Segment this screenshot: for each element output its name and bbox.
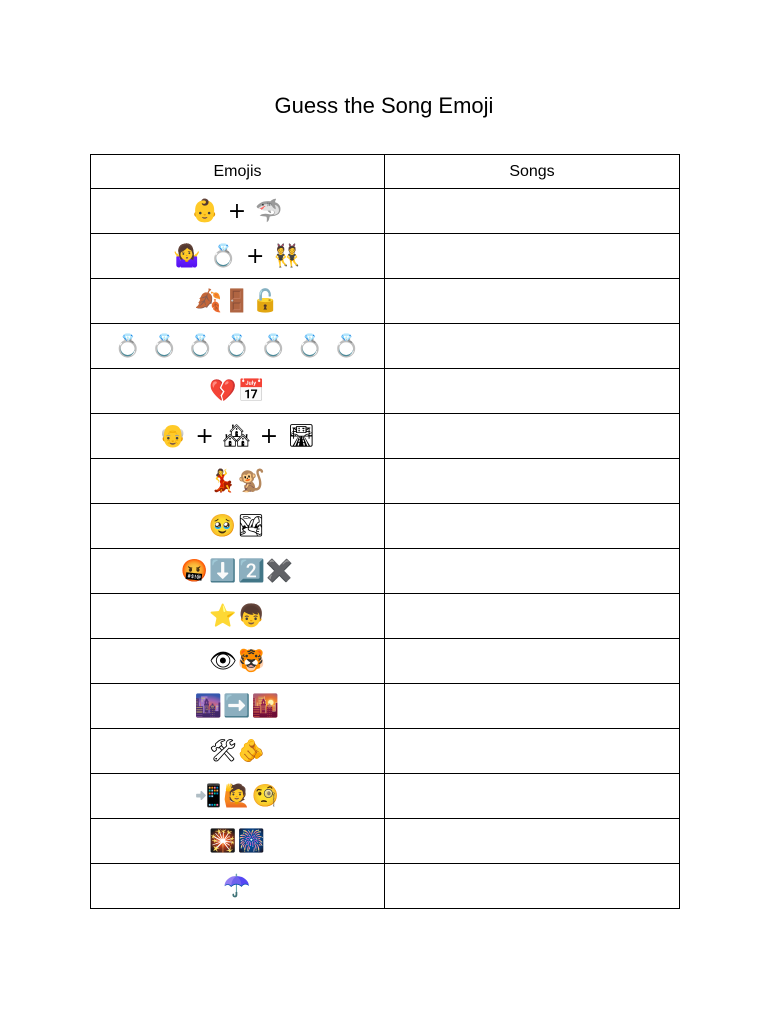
table-row — [91, 459, 680, 504]
emoji-cell: 🍂🚪🔓 — [91, 279, 385, 324]
table-row — [91, 549, 680, 594]
table-row — [91, 279, 680, 324]
table-header-row — [91, 155, 680, 189]
page-title: Guess the Song Emoji — [274, 93, 494, 118]
table-row — [91, 864, 680, 909]
table-row — [91, 234, 680, 279]
song-cell[interactable] — [385, 234, 680, 279]
table-row — [91, 729, 680, 774]
table-row — [91, 369, 680, 414]
table-row — [91, 684, 680, 729]
song-cell[interactable] — [385, 459, 680, 504]
emoji-cell: 🥹🏞 — [91, 504, 385, 549]
emoji-cell: 📲🙋🧐 — [91, 774, 385, 819]
emoji-cell: 🌆➡️🌇 — [91, 684, 385, 729]
emoji-cell: 👶 + 🦈 — [91, 189, 385, 234]
song-cell[interactable] — [385, 549, 680, 594]
emoji-cell: 👁🐯 — [91, 639, 385, 684]
song-cell[interactable] — [385, 324, 680, 369]
emoji-song-table — [90, 154, 680, 909]
table-row — [91, 594, 680, 639]
song-cell[interactable] — [385, 414, 680, 459]
emoji-cell: 🤬⬇️2️⃣✖️ — [91, 549, 385, 594]
emoji-cell: 🎇🎆 — [91, 819, 385, 864]
header-emojis: Emojis — [91, 155, 385, 189]
song-cell[interactable] — [385, 819, 680, 864]
emoji-cell: 💍 💍 💍 💍 💍 💍 💍 — [91, 324, 385, 369]
emoji-cell: ☂️ — [91, 864, 385, 909]
song-cell[interactable] — [385, 279, 680, 324]
song-cell[interactable] — [385, 189, 680, 234]
table-row — [91, 774, 680, 819]
song-cell[interactable] — [385, 504, 680, 549]
table-row — [91, 189, 680, 234]
emoji-cell: ⭐👦 — [91, 594, 385, 639]
emoji-cell: 💃🐒 — [91, 459, 385, 504]
header-songs: Songs — [385, 155, 680, 189]
table-row — [91, 819, 680, 864]
song-cell[interactable] — [385, 864, 680, 909]
emoji-cell: 🤷‍♀️ 💍 + 👯 — [91, 234, 385, 279]
table-row — [91, 324, 680, 369]
song-cell[interactable] — [385, 594, 680, 639]
emoji-cell: 💔📅 — [91, 369, 385, 414]
song-cell[interactable] — [385, 684, 680, 729]
song-cell[interactable] — [385, 369, 680, 414]
emoji-cell: 👴 + 🏘 + 🛣 — [91, 414, 385, 459]
table-row — [91, 639, 680, 684]
table-row — [91, 504, 680, 549]
song-cell[interactable] — [385, 729, 680, 774]
emoji-cell: 🛠🫵 — [91, 729, 385, 774]
table-row — [91, 414, 680, 459]
song-cell[interactable] — [385, 774, 680, 819]
song-cell[interactable] — [385, 639, 680, 684]
